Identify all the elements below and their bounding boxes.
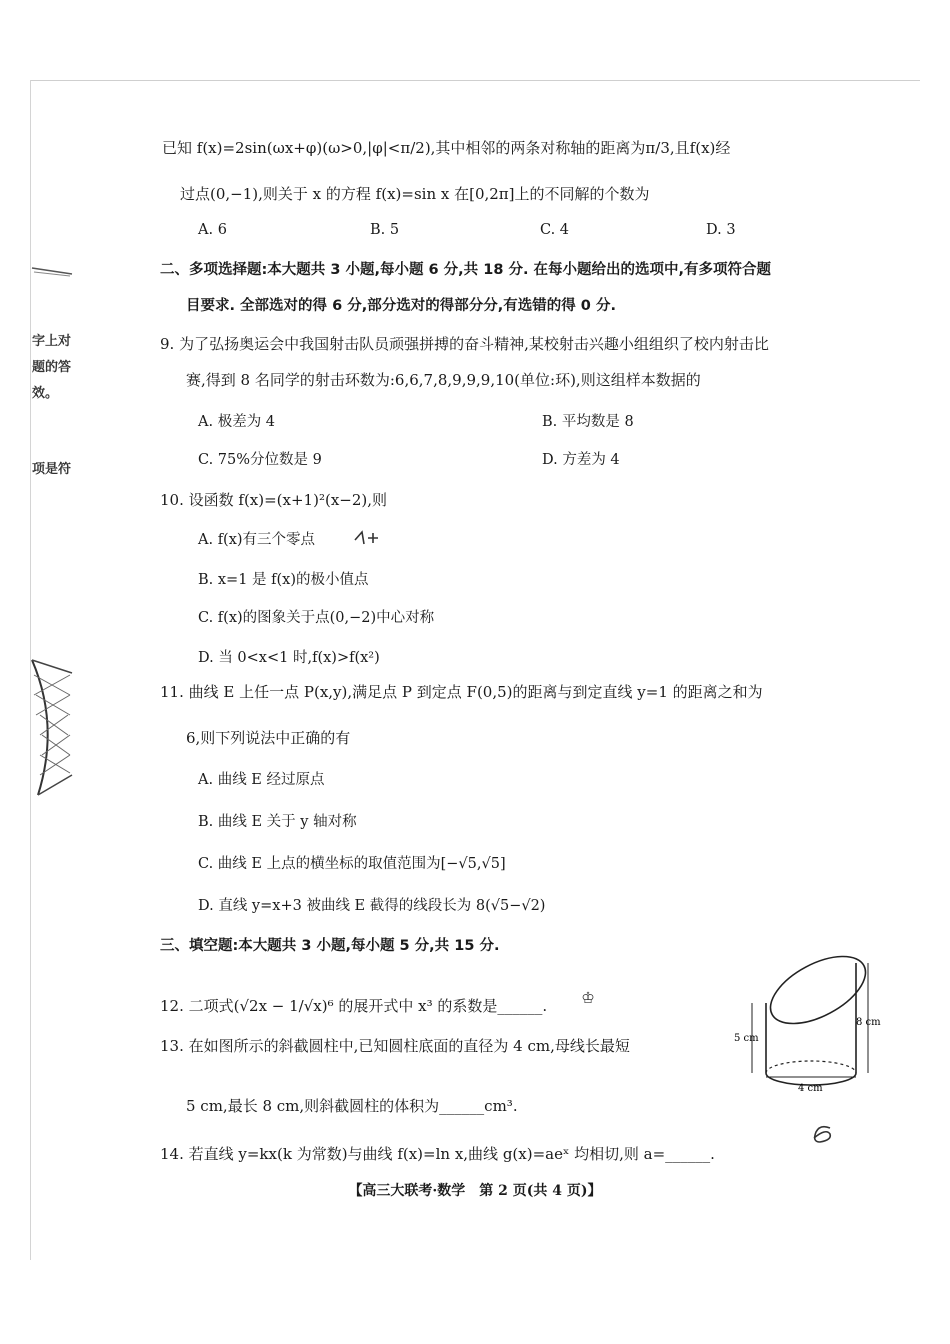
q13-stem-line1: 13. 在如图所示的斜截圆柱中,已知圆柱底面的直径为 4 cm,母线长最短 xyxy=(160,1037,630,1055)
label-5cm: 5 cm xyxy=(734,1033,759,1044)
q9-stem-line2: 赛,得到 8 名同学的射击环数为:6,6,7,8,9,9,9,10(单位:环),则这组样本数据的 xyxy=(186,371,701,389)
q11-stem-line2: 6,则下列说法中正确的有 xyxy=(186,729,351,747)
q10-stem: 10. 设函数 f(x)=(x+1)²(x−2),则 xyxy=(160,491,388,509)
label-8cm: 8 cm xyxy=(856,1017,881,1028)
section-2-line1: 二、多项选择题:本大题共 3 小题,每小题 6 分,共 18 分. 在每小题给出的选项中,有多项符合题 xyxy=(160,262,772,278)
q8-option-b: B. 5 xyxy=(370,222,400,238)
q14-text: 14. 若直线 y=kx(k 为常数)与曲线 f(x)=ln x,曲线 g(x)=aeˣ 均相切,则 a=______. xyxy=(160,1145,715,1163)
q9-option-d: D. 方差为 4 xyxy=(542,452,620,468)
margin-hyperboloid-figure xyxy=(30,655,75,800)
q13-stem-line2: 5 cm,最长 8 cm,则斜截圆柱的体积为______cm³. xyxy=(186,1097,518,1115)
q9-stem-line1: 9. 为了弘扬奥运会中我国射击队员顽强拼搏的奋斗精神,某校射击兴趣小组组织了校内射击比 xyxy=(160,335,769,353)
q8-option-d: D. 3 xyxy=(706,222,736,238)
q8-stem-line1: 已知 f(x)=2sin(ωx+φ)(ω>0,|φ|<π/2),其中相邻的两条对称轴的距离为π/3,且f(x)经 xyxy=(162,139,731,157)
margin-fragment-2: 题的答 xyxy=(32,360,72,375)
q12-text: 12. 二项式(√2x − 1/√x)⁶ 的展开式中 x³ 的系数是______. xyxy=(160,997,548,1015)
q10-option-d: D. 当 0<x<1 时,f(x)>f(x²) xyxy=(198,650,380,666)
q8-option-c: C. 4 xyxy=(540,222,570,238)
handwritten-answer-q12: ♔ xyxy=(582,984,595,1008)
q9-option-c: C. 75%分位数是 9 xyxy=(198,452,322,468)
q11-option-c: C. 曲线 E 上点的横坐标的取值范围为[−√5,√5] xyxy=(198,856,506,872)
q11-stem-line1: 11. 曲线 E 上任一点 P(x,y),满足点 P 到定点 F(0,5)的距离与到定直线 y=1 的距离之和为 xyxy=(160,683,763,701)
handwritten-answer-q14 xyxy=(808,1120,838,1150)
section-3-heading: 三、填空题:本大题共 3 小题,每小题 5 分,共 15 分. xyxy=(160,938,500,954)
q8-stem-line2: 过点(0,−1),则关于 x 的方程 f(x)=sin x 在[0,2π]上的不同解的个数为 xyxy=(180,185,650,203)
page-footer: 【高三大联考·数学 第 2 页(共 4 页)】 xyxy=(348,1183,602,1199)
margin-scribble-mark xyxy=(30,262,75,278)
margin-fragment-4: 项是符 xyxy=(32,462,72,477)
q10-option-c: C. f(x)的图象关于点(0,−2)中心对称 xyxy=(198,610,435,626)
q10-option-a: A. f(x)有三个零点 xyxy=(198,532,316,548)
q10-option-b: B. x=1 是 f(x)的极小值点 xyxy=(198,572,369,588)
q11-option-a: A. 曲线 E 经过原点 xyxy=(198,772,325,788)
q9-option-a: A. 极差为 4 xyxy=(198,414,276,430)
oblique-cylinder-figure xyxy=(730,945,890,1095)
section-2-line2: 目要求. 全部选对的得 6 分,部分选对的得部分分,有选错的得 0 分. xyxy=(186,298,616,314)
q11-option-b: B. 曲线 E 关于 y 轴对称 xyxy=(198,814,357,830)
q11-option-d: D. 直线 y=x+3 被曲线 E 截得的线段长为 8(√5−√2) xyxy=(198,898,546,914)
q8-option-a: A. 6 xyxy=(198,222,227,238)
cylinder-bottom-back-arc xyxy=(766,1061,856,1073)
label-4cm: 4 cm xyxy=(798,1083,823,1094)
margin-fragment-3: 效。 xyxy=(32,386,59,401)
margin-fragment-1: 字上对 xyxy=(32,334,72,349)
handwritten-mark-q10 xyxy=(352,528,382,548)
page-top-border xyxy=(30,80,920,81)
q9-option-b: B. 平均数是 8 xyxy=(542,414,634,430)
